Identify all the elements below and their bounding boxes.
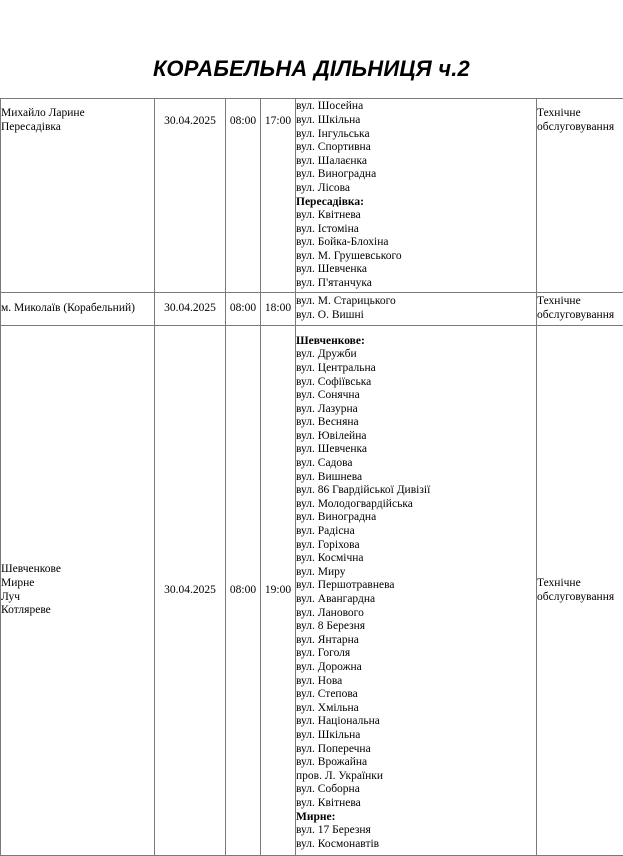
street-item: вул. Істоміна (296, 223, 536, 237)
settlement-cell (1, 326, 155, 856)
street-item: вул. Сонячна (296, 389, 536, 403)
street-item: вул. Хмільна (296, 702, 536, 716)
street-item: вул. Національна (296, 715, 536, 729)
street-item: вул. Шкільна (296, 114, 536, 128)
start-time-cell: 08:00 (226, 99, 261, 293)
settlement-name: Луч (1, 591, 154, 605)
street-item: вул. Степова (296, 688, 536, 702)
street-item: вул. Шевченка (296, 263, 536, 277)
work-type-line: Технічне (537, 295, 623, 309)
street-item: вул. Спортивна (296, 141, 536, 155)
street-item: вул. 86 Гвардійської Дивізії (296, 484, 536, 498)
work-type-cell (537, 293, 623, 326)
end-time-cell: 19:00 (261, 326, 296, 856)
settlement-subheader: Пересадівка: (296, 196, 536, 210)
street-item: вул. Квітнева (296, 797, 536, 811)
street-item: пров. Л. Українки (296, 770, 536, 784)
street-item: вул. Миру (296, 566, 536, 580)
end-time-cell: 18:00 (261, 293, 296, 326)
work-type-line: Технічне (537, 577, 623, 591)
street-item: вул. Виноградна (296, 168, 536, 182)
street-item: вул. Бойка-Блохіна (296, 236, 536, 250)
street-item: вул. Шкільна (296, 729, 536, 743)
street-item: вул. П'ятанчука (296, 277, 536, 291)
date-cell: 30.04.2025 (155, 326, 226, 856)
streets-cell (296, 326, 537, 856)
end-time-cell: 17:00 (261, 99, 296, 293)
street-item: вул. Вишнева (296, 471, 536, 485)
street-item: вул. Врожайна (296, 756, 536, 770)
settlement-name: Шевченкове (1, 563, 154, 577)
street-item: вул. Ювілейна (296, 430, 536, 444)
street-item: вул. Радісна (296, 525, 536, 539)
street-item: вул. Дорожна (296, 661, 536, 675)
street-item: вул. Молодогвардійська (296, 498, 536, 512)
streets-cell (296, 293, 537, 326)
street-list (296, 824, 536, 851)
settlement-name: Михайло Ларине (1, 107, 154, 121)
street-item: вул. О. Вишні (296, 309, 536, 323)
work-type-line: Технічне (537, 107, 623, 121)
street-item: вул. 8 Березня (296, 620, 536, 634)
street-item: вул. Космонавтів (296, 838, 536, 852)
street-item: вул. Лазурна (296, 403, 536, 417)
street-item: вул. Квітнева (296, 209, 536, 223)
street-item: вул. Виноградна (296, 511, 536, 525)
street-item: вул. Соборна (296, 783, 536, 797)
table-row (1, 99, 623, 293)
settlement-subheader: Мирне: (296, 811, 536, 825)
work-type-line: обслуговування (537, 121, 623, 135)
street-item: вул. Шосейна (296, 100, 536, 114)
street-item: вул. Центральна (296, 362, 536, 376)
street-item: вул. Інгульська (296, 128, 536, 142)
street-item: вул. М. Грушевського (296, 250, 536, 264)
page-title: КОРАБЕЛЬНА ДІЛЬНИЦЯ ч.2 (0, 56, 623, 82)
street-item: вул. Першотравнева (296, 579, 536, 593)
street-list (296, 348, 536, 810)
street-item: вул. М. Старицького (296, 295, 536, 309)
work-type-cell (537, 99, 623, 293)
street-item: вул. Шалаєнка (296, 155, 536, 169)
settlement-name: Пересадівка (1, 121, 154, 135)
table-row (1, 293, 623, 326)
settlement-subheader: Шевченкове: (296, 335, 536, 349)
street-item: вул. Софіївська (296, 376, 536, 390)
street-item: вул. Гоголя (296, 647, 536, 661)
date-cell: 30.04.2025 (155, 293, 226, 326)
street-item: вул. Нова (296, 675, 536, 689)
street-item: вул. Лісова (296, 182, 536, 196)
settlement-cell (1, 293, 155, 326)
street-item: вул. Янтарна (296, 634, 536, 648)
settlement-name: Котляреве (1, 604, 154, 618)
settlement-name: м. Миколаїв (Корабельний) (1, 302, 154, 316)
street-item: вул. Авангардна (296, 593, 536, 607)
settlement-cell (1, 99, 155, 293)
street-item: вул. Ланового (296, 607, 536, 621)
date-cell: 30.04.2025 (155, 99, 226, 293)
streets-cell (296, 99, 537, 293)
street-item: вул. Дружби (296, 348, 536, 362)
street-item: вул. 17 Березня (296, 824, 536, 838)
street-item: вул. Садова (296, 457, 536, 471)
street-item: вул. Шевченка (296, 443, 536, 457)
work-type-cell (537, 326, 623, 856)
work-type-line: обслуговування (537, 591, 623, 605)
street-item: вул. Космічна (296, 552, 536, 566)
settlement-name: Мирне (1, 577, 154, 591)
table-row (1, 326, 623, 856)
start-time-cell: 08:00 (226, 326, 261, 856)
outage-schedule-table (0, 98, 623, 856)
work-type-line: обслуговування (537, 309, 623, 323)
street-item: вул. Поперечна (296, 743, 536, 757)
start-time-cell: 08:00 (226, 293, 261, 326)
street-item: вул. Весняна (296, 416, 536, 430)
street-item: вул. Горіхова (296, 539, 536, 553)
